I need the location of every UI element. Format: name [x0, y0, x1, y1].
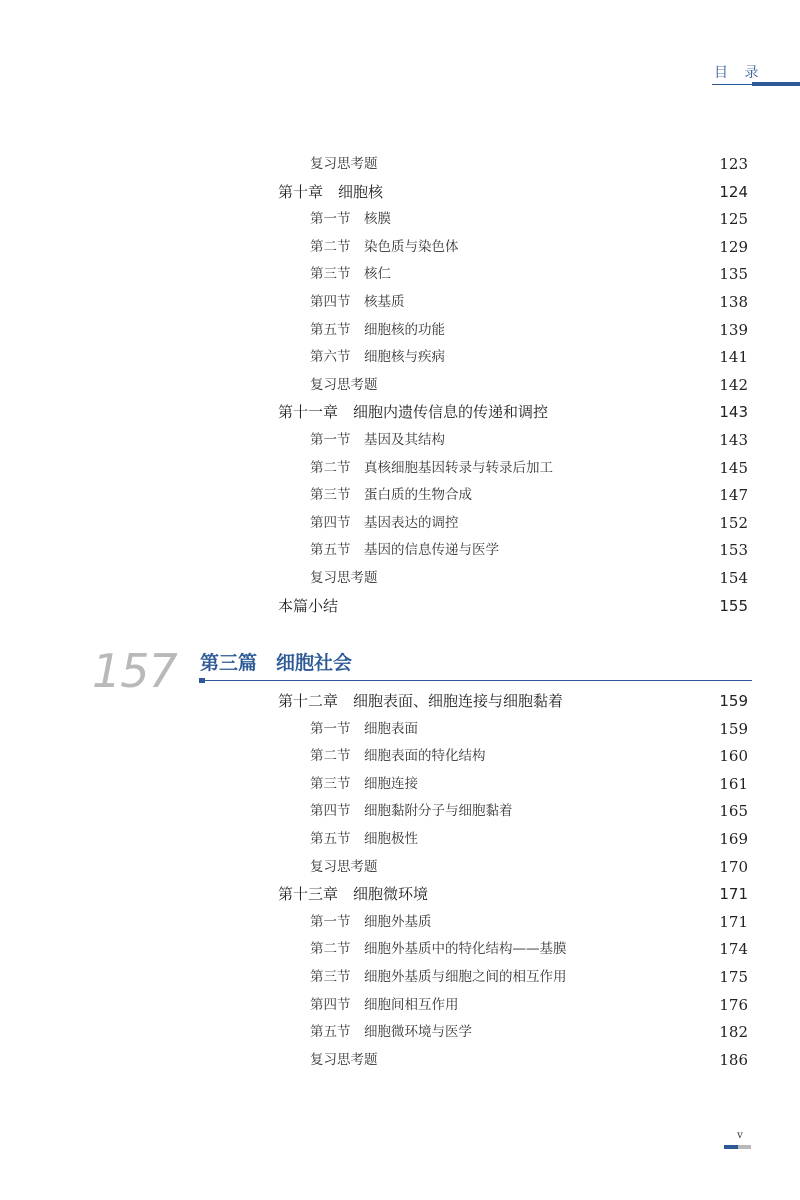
header-rule	[712, 84, 752, 85]
toc-entry-page[interactable]: 154	[719, 569, 748, 587]
toc-entry-title[interactable]: 第五节 细胞极性	[310, 831, 418, 847]
toc-section-row[interactable]	[0, 771, 800, 798]
toc-section-row[interactable]	[0, 826, 800, 853]
toc-section-row[interactable]	[0, 743, 800, 770]
toc-entry-title[interactable]: 复习思考题	[310, 1051, 378, 1068]
toc-entry-title[interactable]: 第三节 细胞连接	[310, 775, 418, 792]
toc-section-row[interactable]	[0, 510, 800, 537]
toc-entry-title[interactable]: 第一节 核膜	[310, 211, 391, 228]
toc-entry-page[interactable]: 129	[719, 237, 748, 256]
toc-chapter-row[interactable]	[0, 688, 800, 715]
toc-entry-page[interactable]: 165	[719, 802, 748, 821]
toc-section-row[interactable]	[0, 455, 800, 482]
toc-entry-title[interactable]: 复习思考题	[310, 156, 378, 172]
toc-entry-title[interactable]: 第四节 基因表达的调控	[310, 514, 459, 531]
toc-entry-page[interactable]: 174	[719, 940, 748, 959]
toc-section-row[interactable]	[0, 317, 800, 344]
toc-entry-page[interactable]: 186	[719, 1050, 748, 1069]
toc-entry-title[interactable]: 第十二章 细胞表面、细胞连接与细胞黏着	[278, 692, 564, 710]
toc-entry-title[interactable]: 第四节 核基质	[310, 294, 405, 310]
toc-entry-title[interactable]: 第四节 细胞间相互作用	[310, 996, 459, 1013]
toc-entry-page[interactable]: 143	[719, 403, 748, 422]
toc-entry-page[interactable]: 142	[719, 375, 748, 394]
toc-entry-page[interactable]: 171	[719, 885, 748, 904]
toc-section-row[interactable]	[0, 854, 800, 881]
toc-entry-title[interactable]: 第四节 细胞黏附分子与细胞黏着	[310, 803, 513, 820]
toc-entry-title[interactable]: 复习思考题	[310, 376, 378, 393]
toc-entry-page[interactable]: 124	[719, 182, 748, 201]
toc-entry-page[interactable]: 153	[719, 541, 748, 560]
toc-entry-title[interactable]: 第五节 细胞微环境与医学	[310, 1024, 472, 1041]
toc-section-row[interactable]	[0, 372, 800, 399]
toc-chapter-row[interactable]	[0, 179, 800, 206]
part-rule	[205, 680, 752, 681]
toc-entry-page[interactable]: 141	[719, 348, 748, 367]
header-rule-accent	[752, 82, 800, 86]
toc-section-row[interactable]	[0, 798, 800, 825]
toc-entry-page[interactable]: 169	[719, 830, 748, 848]
toc-entry-title[interactable]: 第十一章 细胞内遗传信息的传递和调控	[278, 403, 549, 422]
toc-entry-title[interactable]: 第二节 细胞外基质中的特化结构——基膜	[310, 941, 567, 958]
footer-bar-accent	[724, 1145, 738, 1149]
toc-entry-title[interactable]: 第二节 细胞表面的特化结构	[310, 748, 486, 765]
toc-section-row[interactable]	[0, 964, 800, 991]
toc-section-row[interactable]	[0, 482, 800, 509]
toc-entry-page[interactable]: 135	[719, 265, 748, 284]
toc-entry-title[interactable]: 第六节 细胞核与疾病	[310, 349, 445, 366]
toc-section-row[interactable]	[0, 992, 800, 1019]
toc-entry-page[interactable]: 139	[719, 320, 748, 339]
toc-section-row[interactable]	[0, 206, 800, 233]
toc-section-row[interactable]	[0, 716, 800, 743]
toc-entry-page[interactable]: 175	[719, 968, 748, 986]
toc-section-row[interactable]	[0, 289, 800, 316]
toc-entry-page[interactable]: 159	[719, 692, 748, 710]
toc-entry-page[interactable]: 170	[719, 857, 748, 876]
toc-section-row[interactable]	[0, 427, 800, 454]
toc-entry-page[interactable]: 159	[719, 719, 748, 738]
toc-entry-title[interactable]: 第二节 真核细胞基因转录与转录后加工	[310, 459, 553, 476]
toc-chapter-row[interactable]	[0, 399, 800, 426]
toc-entry-page[interactable]: 155	[719, 596, 748, 615]
toc-entry-title[interactable]: 第十三章 细胞微环境	[278, 885, 429, 904]
toc-entry-title[interactable]: 第十章 细胞核	[278, 182, 384, 201]
footer-page-number: v	[737, 1130, 743, 1141]
toc-section-row[interactable]	[0, 537, 800, 564]
toc-chapter-row[interactable]	[0, 593, 800, 620]
toc-section-row[interactable]	[0, 1019, 800, 1046]
toc-section-row[interactable]	[0, 151, 800, 178]
toc-chapter-row[interactable]	[0, 881, 800, 908]
toc-entry-page[interactable]: 145	[719, 458, 748, 477]
toc-entry-title[interactable]: 第三节 核仁	[310, 266, 391, 283]
toc-entry-page[interactable]: 176	[719, 995, 748, 1014]
toc-entry-page[interactable]: 138	[719, 293, 748, 311]
toc-entry-title[interactable]: 第二节 染色质与染色体	[310, 238, 459, 255]
toc-entry-title[interactable]: 复习思考题	[310, 858, 378, 875]
toc-entry-title[interactable]: 第三节 蛋白质的生物合成	[310, 487, 472, 504]
toc-entry-page[interactable]: 125	[719, 210, 748, 229]
toc-entry-title[interactable]: 第五节 基因的信息传递与医学	[310, 542, 499, 559]
toc-section-row[interactable]	[0, 909, 800, 936]
toc-entry-title[interactable]: 第三节 细胞外基质与细胞之间的相互作用	[310, 969, 567, 985]
toc-entry-page[interactable]: 152	[719, 513, 748, 532]
toc-entry-page[interactable]: 123	[719, 155, 748, 173]
toc-section-row[interactable]	[0, 344, 800, 371]
toc-entry-title[interactable]: 第一节 细胞外基质	[310, 913, 432, 930]
toc-entry-title[interactable]: 第一节 细胞表面	[310, 720, 418, 737]
footer-bar-gray	[738, 1145, 751, 1149]
part-page-number: 157	[92, 644, 177, 698]
toc-section-row[interactable]	[0, 261, 800, 288]
toc-entry-page[interactable]: 161	[719, 774, 748, 793]
header-title: 目 录	[714, 65, 765, 81]
toc-entry-page[interactable]: 182	[719, 1023, 748, 1042]
toc-entry-title[interactable]: 本篇小结	[278, 596, 339, 615]
toc-entry-page[interactable]: 143	[719, 431, 748, 449]
toc-entry-page[interactable]: 160	[719, 747, 748, 766]
toc-section-row[interactable]	[0, 565, 800, 592]
part-title[interactable]: 第三篇 细胞社会	[200, 652, 353, 674]
toc-entry-page[interactable]: 147	[719, 486, 748, 505]
toc-entry-title[interactable]: 复习思考题	[310, 570, 378, 586]
toc-entry-page[interactable]: 171	[719, 912, 748, 931]
toc-section-row[interactable]	[0, 234, 800, 261]
toc-section-row[interactable]	[0, 1047, 800, 1074]
toc-entry-title[interactable]: 第五节 细胞核的功能	[310, 321, 445, 338]
toc-section-row[interactable]	[0, 936, 800, 963]
toc-entry-title[interactable]: 第一节 基因及其结构	[310, 432, 445, 448]
